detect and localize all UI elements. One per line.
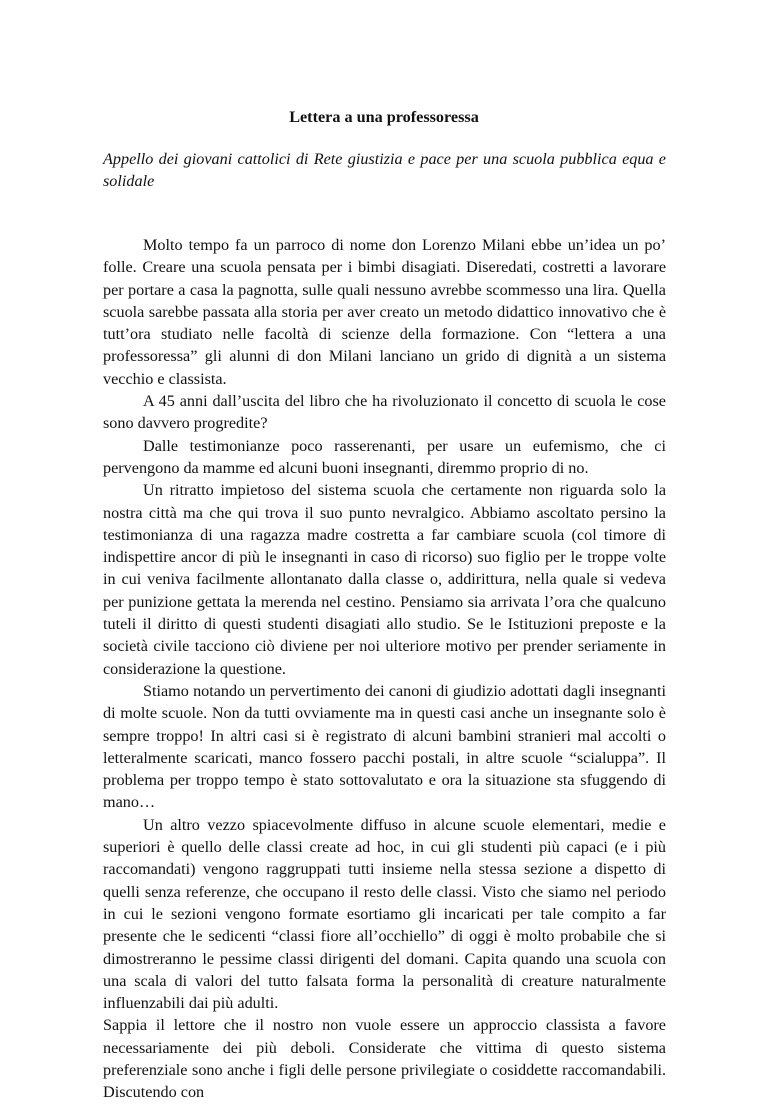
paragraph: Un altro vezzo spiacevolmente diffuso in alcune scuole elementari, medie e superiori è quello delle classi create ad hoc, in cui gli studenti più capaci (e i più raccomandati) vengono raggruppati tutti insieme nella stessa sezione a dispetto di quelli senza referenze, che occupano il resto delle classi. Visto che siamo nel periodo in cui le sezioni vengono formate esortiamo gli incaricati per tale compito a far presente che le sedicenti “classi fiore all’occhiello” di oggi è molto probabile che si dimostreranno le pessime classi dirigenti del domani. Capita quando una scuola con una scala di valori del tutto falsata forma la personalità di creature naturalmente influenzabili dai più adulti. [103, 815, 666, 1013]
paragraph: Dalle testimonianze poco rasserenanti, per usare un eufemismo, che ci pervengono da mamme ed alcuni buoni insegnanti, diremmo proprio di no. [103, 436, 666, 477]
document-body [103, 234, 666, 1104]
paragraph: A 45 anni dall’uscita del libro che ha rivoluzionato il concetto di scuola le cose sono davvero progredite? [103, 392, 666, 433]
paragraph: Un ritratto impietoso del sistema scuola che certamente non riguarda solo la nostra città ma che qui trova il suo punto nevralgico. Abbiamo ascoltato persino la testimonianza di una ragazza madre costretta a far cambiare scuola (col timore di indispettire ancor di più le insegnanti in caso di ricorso) suo figlio per le troppe volte in cui veniva facilmente allontanato dalla classe o, addirittura, nella quale si vedeva per punizione gettata la merenda nel cestino. Pensiamo sia arrivata l’ora che qualcuno tuteli il diritto di questi studenti disagiati allo studio. Se le Istituzioni preposte e la società civile tacciono ciò diviene per noi ulteriore motivo per prender seriamente in considerazione la questione. [103, 481, 666, 678]
paragraph: Stiamo notando un pervertimento dei canoni di giudizio adottati dagli insegnanti di molte scuole. Non da tutti ovviamente ma in questi casi anche un insegnante solo è sempre troppo! In altri casi si è registrato di alcuni bambini stranieri mal accolti o letteralmente scaricati, manco fossero pacchi postali, in altre scuole “scialuppa”. Il problema per troppo tempo è stato sottovalutato e ora la situazione sta sfuggendo di mano… [103, 681, 666, 812]
paragraph: Sappia il lettore che il nostro non vuole essere un approccio classista a favore necessariamente dei più deboli. Considerate che vittima di questo sistema preferenziale sono anche i figli delle persone privilegiate o cosiddette raccomandabili. Discutendo con [103, 1016, 666, 1102]
document-title: Lettera a una professoressa [289, 108, 479, 126]
paragraph: Molto tempo fa un parroco di nome don Lorenzo Milani ebbe un’idea un po’ folle. Creare una scuola pensata per i bimbi disagiati. Diseredati, costretti a lavorare per portare a casa la pagnotta, sulle quali nessuno avrebbe scommesso una lira. Quella scuola sarebbe passata alla storia per aver creato un metodo didattico innovativo che è tutt’ora studiato nelle facoltà di scienze della formazione. Con “lettera a una professoressa” gli alunni di don Milani lanciano un grido di dignità a un sistema vecchio e classista. [103, 236, 666, 388]
document-subtitle: Appello dei giovani cattolici di Rete giustizia e pace per una scuola pubblica equa e solidale [103, 150, 666, 191]
